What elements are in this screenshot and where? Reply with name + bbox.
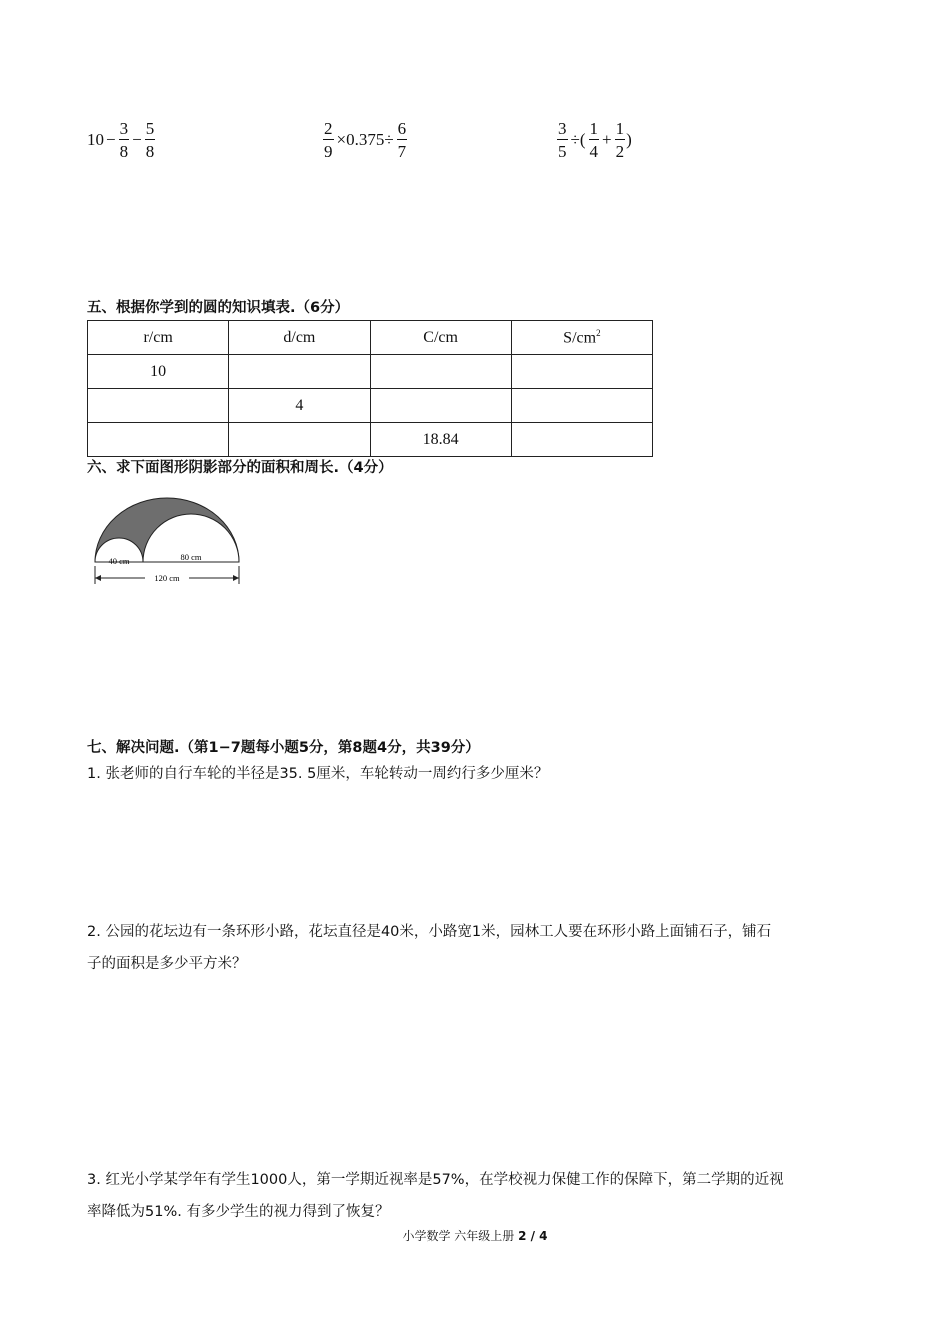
- table-cell[interactable]: [511, 423, 652, 457]
- large-diameter-label: 80 cm: [180, 552, 202, 562]
- arrow-right-icon: [233, 575, 239, 581]
- table-header-row: [88, 321, 653, 355]
- expression-2: [322, 120, 408, 160]
- fraction: $\frac{5}{8}$: [145, 119, 155, 161]
- table-row: [88, 355, 653, 389]
- table-cell[interactable]: [511, 355, 652, 389]
- close-paren: ): [626, 130, 632, 149]
- expression-1: [87, 120, 156, 160]
- header-diameter: d/cm: [229, 321, 370, 355]
- expr-number: 10: [87, 130, 104, 149]
- operator-text: ×0.375÷: [336, 130, 394, 149]
- table-cell[interactable]: 18.84: [370, 423, 511, 457]
- table-cell[interactable]: [88, 389, 229, 423]
- fraction: $\frac{3}{5}$: [558, 119, 567, 161]
- section-6-heading: 六、求下面图形阴影部分的面积和周长.（4分）: [87, 460, 393, 476]
- question-3: 3. 红光小学某学年有学生1000人，第一学期近视率是57%，在学校视力保健工作的保障下，第二学期的近视 率降低为51%. 有多少学生的视力得到了恢复？: [87, 1172, 784, 1220]
- plus-sign: +: [602, 130, 612, 149]
- small-diameter-label: 40 cm: [108, 556, 130, 566]
- question-2: 2. 公园的花坛边有一条环形小路，花坛直径是40米，小路宽1米，园林工人要在环形小路上面铺石子，铺石 子的面积是多少平方米？: [87, 924, 772, 972]
- table-cell[interactable]: [370, 355, 511, 389]
- fraction: $\frac{6}{7}$: [397, 119, 407, 161]
- expression-3: [556, 120, 632, 160]
- table-cell[interactable]: 4: [229, 389, 370, 423]
- question-1: 1. 张老师的自行车轮的半径是35. 5厘米，车轮转动一周约行多少厘米？: [87, 766, 549, 782]
- minus-sign: −: [106, 130, 116, 149]
- header-circumference: C/cm: [370, 321, 511, 355]
- table-cell[interactable]: [229, 423, 370, 457]
- fraction: $\frac{3}{8}$: [119, 119, 129, 161]
- minus-sign: −: [132, 130, 142, 149]
- table-cell[interactable]: [370, 389, 511, 423]
- header-radius: r/cm: [88, 321, 229, 355]
- table-cell[interactable]: 10: [88, 355, 229, 389]
- fraction: $\frac{1}{2}$: [615, 119, 625, 161]
- section-7-heading: 七、解决问题.（第1−7题每小题5分，第8题4分，共39分）: [87, 740, 480, 756]
- table-cell[interactable]: [511, 389, 652, 423]
- header-area: $S/cm^2$: [511, 321, 652, 355]
- fraction: $\frac{2}{9}$: [324, 119, 333, 161]
- shaded-semicircle-figure: [87, 492, 247, 588]
- total-length-label: 120 cm: [154, 573, 180, 583]
- page-number: 2 / 4: [518, 1229, 548, 1243]
- arrow-left-icon: [95, 575, 101, 581]
- page-footer: 小学数学 六年级上册 2 / 4: [402, 1229, 548, 1243]
- table-row: [88, 389, 653, 423]
- circle-table: [87, 320, 653, 457]
- table-cell[interactable]: [229, 355, 370, 389]
- section-5-heading: 五、根据你学到的圆的知识填表.（6分）: [87, 300, 350, 316]
- table-row: [88, 423, 653, 457]
- table-cell[interactable]: [88, 423, 229, 457]
- operator-text: ÷(: [570, 130, 586, 149]
- fraction: $\frac{1}{4}$: [589, 119, 598, 161]
